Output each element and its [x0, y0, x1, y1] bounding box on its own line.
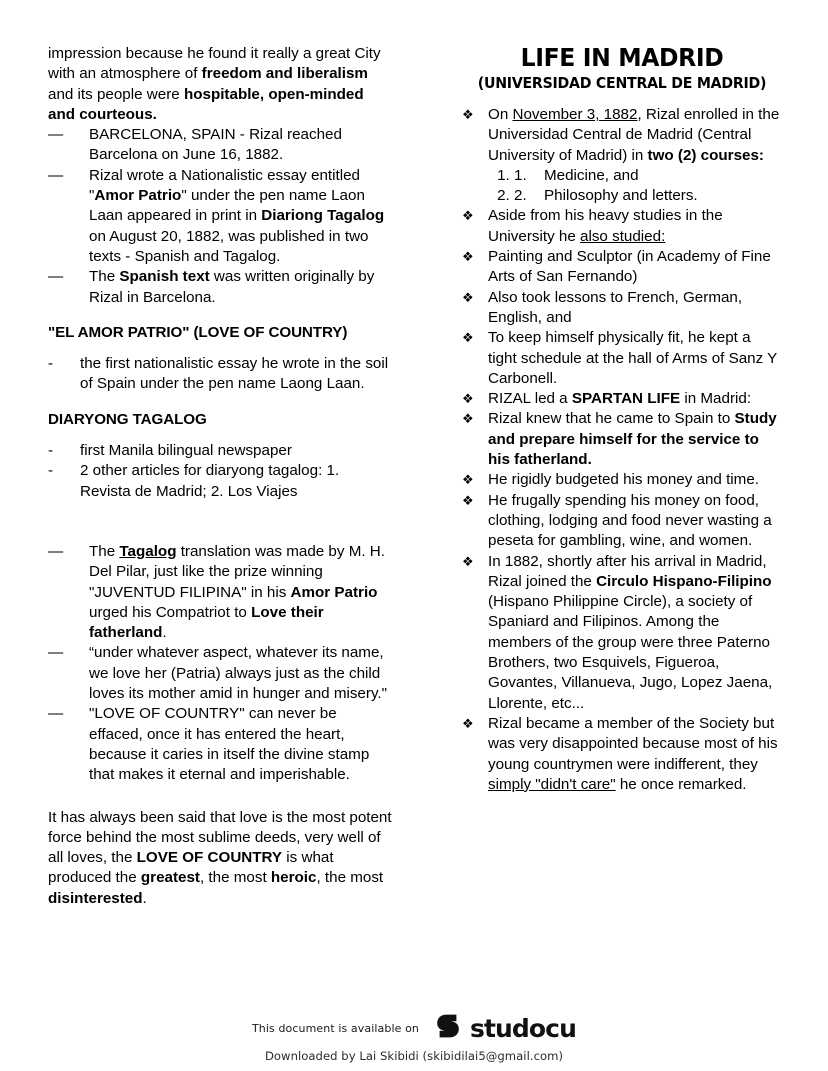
list-item-text: He rigidly budgeted his money and time. [488, 471, 759, 489]
list-item [48, 461, 393, 502]
bold-text: Diariong Tagalog [261, 207, 385, 225]
closing-paragraph: It has always been said that love is the most potent force behind the most sublime deeds, very well of all loves, the LOVE OF COUNTRY is what produced the greatest, the most heroic, the most disinterested. [48, 808, 392, 907]
diamond-list-madrid-life [462, 206, 782, 795]
list-item-text: Also took lessons to French, German, English, and [488, 288, 743, 326]
list-bullet-marker: ❖ [462, 411, 474, 427]
underlined-text: November 3, 1882 [512, 106, 638, 123]
bold-text: Circulo Hispano-Filipino [596, 572, 772, 590]
numbered-list-item-text: Medicine, and [544, 166, 639, 184]
list-bullet-marker: ❖ [462, 391, 474, 407]
list-item-text: In 1882, shortly after his arrival in Madrid, Rizal joined the Circulo Hispano-Filipino (Hispano Philippine Circle), a society of Spaniard and Filipinos. Among the members of the group were three Paterno Brothers, two Esquivels, Figueroa, Govantes, Villanueva, Jugo, Lopez Jaena, Llorente, etc... [488, 552, 773, 712]
bold-text: greatest [140, 869, 200, 887]
list-item-text: Painting and Sculptor (in Academy of Fine Arts of San Fernando) [488, 248, 771, 286]
list-item [462, 491, 782, 552]
list-bullet-marker: ❖ [462, 208, 474, 224]
bold-text: Love their fatherland [89, 603, 324, 642]
bold-text: heroic [270, 869, 317, 887]
bold-text: SPARTAN LIFE [571, 390, 681, 408]
list-item [462, 105, 782, 166]
list-bullet-marker: ❖ [462, 553, 474, 569]
underlined-text: also studied: [580, 227, 666, 245]
list-bullet-marker: - [48, 462, 54, 480]
dash-list-tagalog-translation [48, 542, 393, 786]
list-item [48, 542, 393, 643]
list-bullet-marker: — [48, 268, 64, 286]
list-item-text: “under whatever aspect, whatever its name, we love her (Patria) always just as the child loves its mother amid in hunger and misery." [89, 644, 388, 703]
intro-paragraph: impression because he found it really a great City with an atmosphere of freedom and liberalism and its people were hospitable, open-minded and courteous. [48, 45, 381, 123]
bold-text: Amor Patrio [94, 187, 182, 205]
bold-text: freedom and liberalism [201, 65, 368, 83]
heading-diaryong-tagalog: DIARYONG TAGALOG [48, 410, 207, 428]
list-bullet-marker: ❖ [462, 492, 474, 508]
list-item [462, 389, 782, 409]
page-subtitle: (UNIVERSIDAD CENTRAL DE MADRID) [477, 74, 767, 92]
right-column [462, 44, 782, 795]
spacer [48, 308, 393, 323]
downloaded-by-text: Downloaded by Lai Skibidi (skibidilai5@gmail.com) [264, 1049, 564, 1063]
bold-text: Amor Patrio [290, 583, 378, 601]
dash-list-barcelona [48, 125, 393, 308]
list-item [462, 288, 782, 329]
list-item-text: The Spanish text was written originally by Rizal in Barcelona. [89, 268, 375, 306]
spacer [48, 343, 393, 354]
numbered-list-item [514, 166, 782, 186]
availability-text: This document is available on [251, 1021, 419, 1035]
bold-text: Tagalog [119, 542, 177, 560]
list-item-text: To keep himself physically fit, he kept a tight schedule at the hall of Arms of Sanz Y Carbonell. [488, 329, 778, 387]
list-item-text: RIZAL led a SPARTAN LIFE in Madrid: [488, 390, 752, 408]
list-bullet-marker: ❖ [462, 107, 474, 122]
list-item-text: "LOVE OF COUNTRY" can never be effaced, once it has entered the heart, because it caries in itself the divine stamp that makes it eternal and imperishable. [89, 705, 370, 784]
page-title: LIFE IN MADRID [520, 43, 724, 72]
list-item [462, 552, 782, 714]
list-number-marker: 2. 2. [514, 187, 527, 205]
hyphen-list-diaryong-tagalog [48, 441, 393, 502]
list-bullet-marker: ❖ [462, 330, 474, 346]
numbered-list-courses [514, 166, 782, 207]
list-item [48, 125, 393, 166]
numbered-list-item [514, 186, 782, 206]
studocu-logo[interactable] [433, 1011, 576, 1046]
list-item [462, 328, 782, 389]
list-bullet-marker: ❖ [462, 715, 474, 731]
bold-text: Study and prepare himself for the service to his fatherland. [488, 410, 777, 469]
studocu-banner [0, 1012, 828, 1044]
studocu-s-mark-icon [433, 1011, 463, 1046]
hyphen-list-el-amor-patrio [48, 354, 393, 395]
bold-text: two (2) courses: [647, 146, 764, 164]
heading-el-amor-patrio: "EL AMOR PATRIO" (LOVE OF COUNTRY) [48, 323, 348, 341]
list-bullet-marker: — [48, 705, 64, 723]
list-item-text: The Tagalog translation was made by M. H. Del Pilar, just like the prize winning "JUVENTUD FILIPINA" in his Amor Patrio urged his Compatriot to Love their fatherland. [89, 542, 385, 642]
list-item [48, 441, 393, 461]
list-item [462, 409, 782, 470]
list-bullet-marker: — [48, 542, 64, 560]
spacer [462, 94, 782, 105]
list-item [48, 643, 393, 704]
list-item [462, 206, 782, 247]
list-item-text: He frugally spending his money on food, clothing, lodging and food never wasting a peseta for gambling, wine, and women. [488, 491, 772, 550]
list-bullet-marker: ❖ [462, 289, 474, 305]
list-item-text: the first nationalistic essay he wrote in the soil of Spain under the pen name Laong Laan. [80, 355, 389, 393]
list-item-text: Rizal became a member of the Society but was very disappointed because most of his young countrymen were indifferent, they simply "didn't care" he once remarked. [488, 714, 778, 793]
bold-text: disinterested [48, 889, 143, 907]
list-number-marker: 1. 1. [514, 166, 527, 184]
numbered-list-item-text: Philosophy and letters. [544, 187, 698, 205]
studocu-wordmark: studocu [469, 1013, 577, 1043]
list-item [48, 267, 393, 308]
spacer [48, 395, 393, 410]
left-column [48, 44, 393, 909]
list-item-text: 2 other articles for diaryong tagalog: 1. Revista de Madrid; 2. Los Viajes [80, 462, 340, 500]
list-item [48, 166, 393, 267]
spacer [48, 430, 393, 441]
bold-text: LOVE OF COUNTRY [136, 849, 283, 867]
list-bullet-marker: ❖ [462, 249, 474, 265]
bold-text: Spanish text [119, 268, 210, 286]
list-item-text: Aside from his heavy studies in the University he also studied: [488, 207, 723, 245]
bold-text: hospitable, open-minded and courteous. [48, 85, 364, 123]
list-bullet-marker: — [48, 166, 64, 184]
underlined-text: simply "didn't care" [488, 775, 616, 793]
list-item-text: first Manila bilingual newspaper [80, 442, 292, 460]
list-item [48, 704, 393, 785]
underlined-text [119, 543, 176, 560]
section-title-block [462, 44, 782, 94]
list-bullet-marker: — [48, 644, 64, 662]
list-item [462, 470, 782, 490]
list-item [462, 714, 782, 795]
list-item-text: Rizal knew that he came to Spain to Study and prepare himself for the service to his fatherland. [488, 410, 777, 469]
list-item-text: BARCELONA, SPAIN - Rizal reached Barcelona on June 16, 1882. [89, 126, 342, 164]
list-item [462, 247, 782, 288]
list-item [48, 354, 393, 395]
list-bullet-marker: — [48, 126, 64, 144]
diamond-list-enrollment [462, 105, 782, 166]
spacer [48, 502, 393, 542]
list-bullet-marker: - [48, 355, 54, 373]
list-item-text: On November 3, 1882, Rizal enrolled in the Universidad Central de Madrid (Central University of Madrid) in two (2) courses: [488, 106, 780, 164]
page-footer [0, 1012, 828, 1063]
list-bullet-marker: - [48, 442, 54, 460]
list-bullet-marker: ❖ [462, 472, 474, 488]
list-item-text: Rizal wrote a Nationalistic essay entitled "Amor Patrio" under the pen name Laon Laan appeared in print in Diariong Tagalog on August 20, 1882, was published in two texts - Spanish and Tagalog. [89, 166, 385, 265]
